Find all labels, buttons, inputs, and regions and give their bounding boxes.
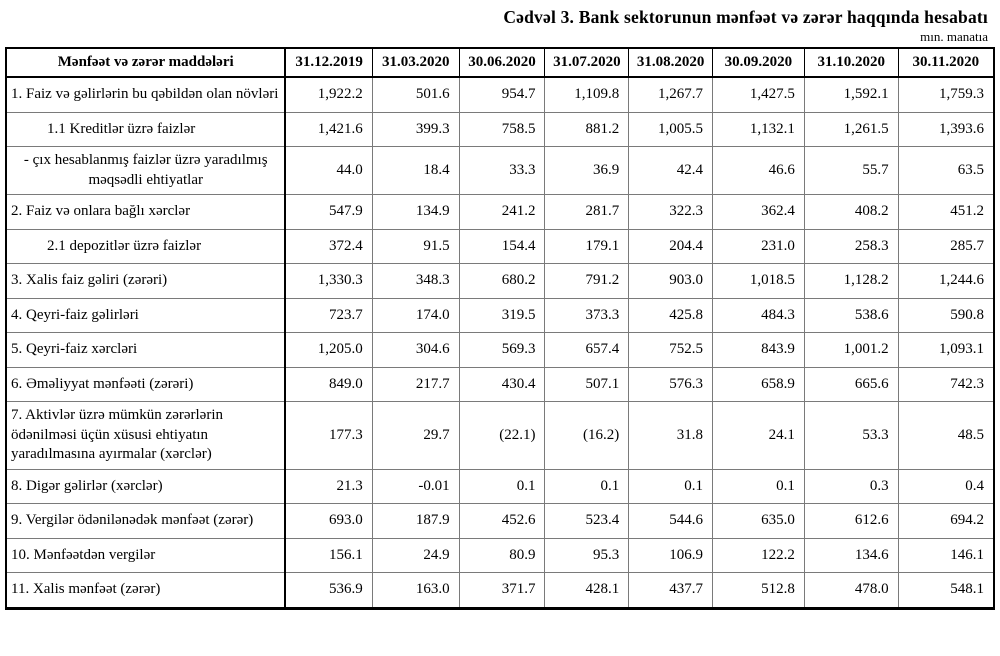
column-header-date: 31.10.2020	[804, 48, 898, 77]
cell-value: 399.3	[372, 112, 459, 147]
cell-value: 752.5	[629, 333, 713, 368]
cell-value: 694.2	[898, 504, 994, 539]
table-row	[6, 229, 994, 264]
cell-value: 544.6	[629, 504, 713, 539]
cell-value: 53.3	[804, 402, 898, 470]
table-row	[6, 77, 994, 112]
cell-value: 758.5	[459, 112, 545, 147]
cell-value: 501.6	[372, 77, 459, 112]
cell-value: 523.4	[545, 504, 629, 539]
cell-value: 55.7	[804, 147, 898, 195]
cell-value: 742.3	[898, 367, 994, 402]
cell-value: 843.9	[713, 333, 805, 368]
cell-value: 46.6	[713, 147, 805, 195]
table-row	[6, 298, 994, 333]
cell-value: 29.7	[372, 402, 459, 470]
cell-value: 1,922.2	[285, 77, 372, 112]
cell-value: 146.1	[898, 538, 994, 573]
table-title: Cədvəl 3. Bank sektorunun mənfəət və zərər haqqında hesabatı	[503, 7, 988, 27]
row-label: 10. Mənfəətdən vergilər	[6, 538, 285, 573]
cell-value: 0.1	[545, 469, 629, 504]
cell-value: 569.3	[459, 333, 545, 368]
cell-value: 538.6	[804, 298, 898, 333]
cell-value: 590.8	[898, 298, 994, 333]
cell-value: 791.2	[545, 264, 629, 299]
cell-value: 665.6	[804, 367, 898, 402]
column-header-date: 31.12.2019	[285, 48, 372, 77]
column-header-date: 30.09.2020	[713, 48, 805, 77]
table-row	[6, 147, 994, 195]
row-label: 2.1 depozitlər üzrə faizlər	[6, 229, 285, 264]
table-row	[6, 402, 994, 470]
cell-value: 42.4	[629, 147, 713, 195]
cell-value: 179.1	[545, 229, 629, 264]
table-row	[6, 469, 994, 504]
units-note: mın. manatıa	[920, 29, 988, 44]
cell-value: 24.9	[372, 538, 459, 573]
cell-value: 425.8	[629, 298, 713, 333]
cell-value: 322.3	[629, 195, 713, 230]
cell-value: 451.2	[898, 195, 994, 230]
cell-value: 1,244.6	[898, 264, 994, 299]
row-label: 2. Faiz və onlara bağlı xərclər	[6, 195, 285, 230]
cell-value: 548.1	[898, 573, 994, 609]
cell-value: 693.0	[285, 504, 372, 539]
cell-value: 21.3	[285, 469, 372, 504]
cell-value: 452.6	[459, 504, 545, 539]
cell-value: 231.0	[713, 229, 805, 264]
cell-value: 1,592.1	[804, 77, 898, 112]
cell-value: 547.9	[285, 195, 372, 230]
cell-value: (16.2)	[545, 402, 629, 470]
cell-value: 1,330.3	[285, 264, 372, 299]
cell-value: 134.9	[372, 195, 459, 230]
table-row	[6, 112, 994, 147]
cell-value: 285.7	[898, 229, 994, 264]
column-header-date: 31.07.2020	[545, 48, 629, 77]
cell-value: 31.8	[629, 402, 713, 470]
cell-value: 428.1	[545, 573, 629, 609]
cell-value: 512.8	[713, 573, 805, 609]
column-header-date: 31.03.2020	[372, 48, 459, 77]
table-row	[6, 504, 994, 539]
cell-value: 63.5	[898, 147, 994, 195]
cell-value: 723.7	[285, 298, 372, 333]
row-label: 6. Əməliyyat mənfəəti (zərəri)	[6, 367, 285, 402]
cell-value: 187.9	[372, 504, 459, 539]
row-label: 1.1 Kreditlər üzrə faizlər	[6, 112, 285, 147]
cell-value: 362.4	[713, 195, 805, 230]
row-label: 8. Digər gəlirlər (xərclər)	[6, 469, 285, 504]
cell-value: 576.3	[629, 367, 713, 402]
cell-value: -0.01	[372, 469, 459, 504]
cell-value: 18.4	[372, 147, 459, 195]
row-label: 9. Vergilər ödənilənədək mənfəət (zərər)	[6, 504, 285, 539]
cell-value: 881.2	[545, 112, 629, 147]
column-header-date: 30.06.2020	[459, 48, 545, 77]
row-label: 4. Qeyri-faiz gəlirləri	[6, 298, 285, 333]
cell-value: 1,005.5	[629, 112, 713, 147]
cell-value: 1,109.8	[545, 77, 629, 112]
cell-value: 0.1	[629, 469, 713, 504]
cell-value: 24.1	[713, 402, 805, 470]
cell-value: 536.9	[285, 573, 372, 609]
cell-value: 657.4	[545, 333, 629, 368]
cell-value: 478.0	[804, 573, 898, 609]
cell-value: 1,001.2	[804, 333, 898, 368]
column-header-items: Mənfəət və zərər maddələri	[6, 48, 285, 77]
cell-value: 1,427.5	[713, 77, 805, 112]
cell-value: 217.7	[372, 367, 459, 402]
cell-value: 33.3	[459, 147, 545, 195]
cell-value: 156.1	[285, 538, 372, 573]
table-row	[6, 333, 994, 368]
cell-value: 507.1	[545, 367, 629, 402]
cell-value: 134.6	[804, 538, 898, 573]
cell-value: (22.1)	[459, 402, 545, 470]
cell-value: 154.4	[459, 229, 545, 264]
cell-value: 635.0	[713, 504, 805, 539]
cell-value: 484.3	[713, 298, 805, 333]
cell-value: 1,421.6	[285, 112, 372, 147]
cell-value: 174.0	[372, 298, 459, 333]
cell-value: 36.9	[545, 147, 629, 195]
cell-value: 1,759.3	[898, 77, 994, 112]
column-header-date: 30.11.2020	[898, 48, 994, 77]
row-label: - çıx hesablanmış faizlər üzrə yaradılmış məqsədli ehtiyatlar	[6, 147, 285, 195]
cell-value: 91.5	[372, 229, 459, 264]
cell-value: 371.7	[459, 573, 545, 609]
cell-value: 680.2	[459, 264, 545, 299]
cell-value: 372.4	[285, 229, 372, 264]
cell-value: 954.7	[459, 77, 545, 112]
cell-value: 430.4	[459, 367, 545, 402]
cell-value: 177.3	[285, 402, 372, 470]
cell-value: 373.3	[545, 298, 629, 333]
table-row	[6, 195, 994, 230]
cell-value: 0.4	[898, 469, 994, 504]
row-label: 7. Aktivlər üzrə mümkün zərərlərin ödənilməsi üçün xüsusi ehtiyatın yaradılmasına ayırmalar (xərclər)	[6, 402, 285, 470]
cell-value: 1,128.2	[804, 264, 898, 299]
cell-value: 1,132.1	[713, 112, 805, 147]
cell-value: 44.0	[285, 147, 372, 195]
header-row	[6, 48, 994, 77]
cell-value: 1,393.6	[898, 112, 994, 147]
cell-value: 437.7	[629, 573, 713, 609]
row-label: 1. Faiz və gəlirlərin bu qəbildən olan növləri	[6, 77, 285, 112]
cell-value: 281.7	[545, 195, 629, 230]
cell-value: 204.4	[629, 229, 713, 264]
table-row	[6, 367, 994, 402]
cell-value: 304.6	[372, 333, 459, 368]
cell-value: 241.2	[459, 195, 545, 230]
cell-value: 0.1	[459, 469, 545, 504]
cell-value: 48.5	[898, 402, 994, 470]
cell-value: 163.0	[372, 573, 459, 609]
profit-loss-table	[5, 47, 995, 610]
table-body	[6, 77, 994, 608]
cell-value: 903.0	[629, 264, 713, 299]
cell-value: 612.6	[804, 504, 898, 539]
cell-value: 106.9	[629, 538, 713, 573]
cell-value: 319.5	[459, 298, 545, 333]
cell-value: 849.0	[285, 367, 372, 402]
cell-value: 1,018.5	[713, 264, 805, 299]
cell-value: 258.3	[804, 229, 898, 264]
row-label: 11. Xalis mənfəət (zərər)	[6, 573, 285, 609]
cell-value: 122.2	[713, 538, 805, 573]
cell-value: 1,267.7	[629, 77, 713, 112]
cell-value: 0.3	[804, 469, 898, 504]
row-label: 3. Xalis faiz gəliri (zərəri)	[6, 264, 285, 299]
table-row	[6, 573, 994, 609]
cell-value: 408.2	[804, 195, 898, 230]
cell-value: 658.9	[713, 367, 805, 402]
cell-value: 0.1	[713, 469, 805, 504]
cell-value: 348.3	[372, 264, 459, 299]
cell-value: 1,205.0	[285, 333, 372, 368]
row-label: 5. Qeyri-faiz xərcləri	[6, 333, 285, 368]
table-row	[6, 538, 994, 573]
table-row	[6, 264, 994, 299]
column-header-date: 31.08.2020	[629, 48, 713, 77]
cell-value: 95.3	[545, 538, 629, 573]
cell-value: 1,261.5	[804, 112, 898, 147]
cell-value: 1,093.1	[898, 333, 994, 368]
cell-value: 80.9	[459, 538, 545, 573]
